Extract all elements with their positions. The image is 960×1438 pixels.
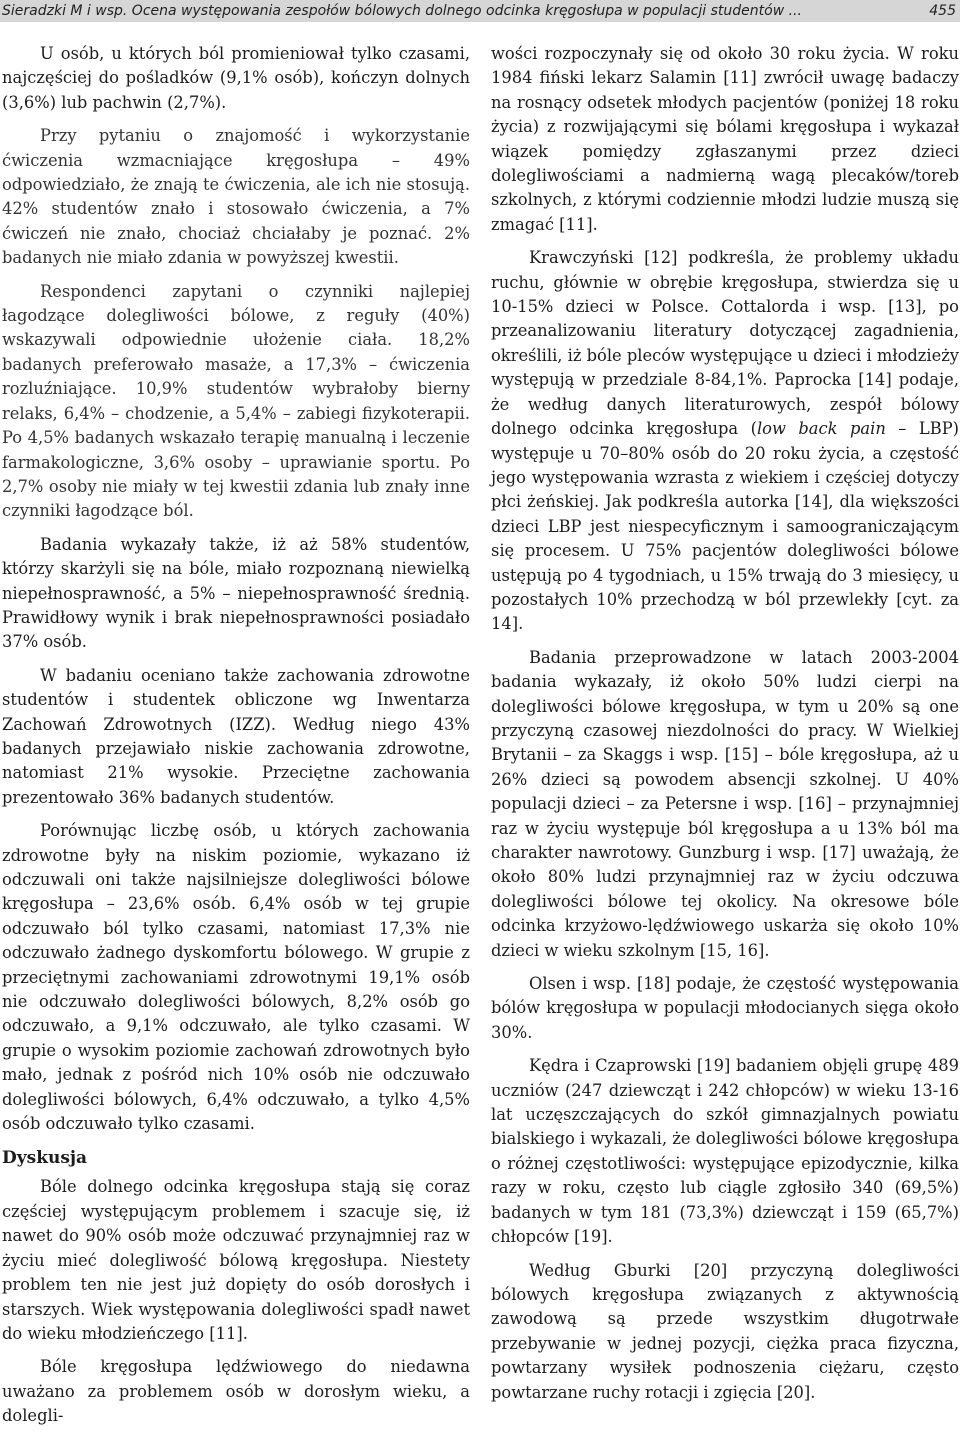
paragraph: wości rozpoczynały się od około 30 roku życia. W roku 1984 fiński lekarz Salamin [11] zwrócił uwagę badaczy na rosnący odsetek młodych pacjentów (poniżej 18 roku życia) z rozwijającymi się bólami kręgosłupa i wykazał wiązek pomiędzy zgłaszanymi przez dzieci dolegliwościami a nadmierną wagą plecaków/toreb szkolnych, z którymi codziennie młodzi ludzie muszą się zmagać [11].: [491, 44, 959, 234]
running-header: [0, 0, 960, 22]
paragraph: Olsen i wsp. [18] podaje, że częstość występowania bólów kręgosłupa w populacji młodocianych sięga około 30%.: [491, 974, 959, 1042]
paragraph: W badaniu oceniano także zachowania zdrowotne studentów i studentek obliczone wg Inwentarza Zachowań Zdrowotnych (IZZ). Według niego 43% badanych przejawiało niskie zachowania zdrowotne, natomiast 21% wysokie. Przeciętne zachowania prezentowało 36% badanych studentów.: [2, 665, 470, 807]
paragraph: Respondenci zapytani o czynniki najlepiej łagodzące dolegliwości bólowe, z reguły (40%) wskazywali odpowiednie ułożenie ciała. 18,2% badanych preferowało masaże, a 17,3% – ćwiczenia rozluźniające. 10,9% studentów wybrałoby bierny relaks, 6,4% – chodzenie, a 5,4% – zabiegi fizykoterapii. Po 4,5% badanych wskazało terapię manualną i leczenie farmakologiczne, 3,6% osoby – uprawianie sportu. Po 2,7% osoby nie miały w tej kwestii zdania lub znały inne czynniki łagodzące ból.: [2, 281, 470, 521]
paragraph: Badania wykazały także, iż aż 58% studentów, którzy skarżyli się na bóle, miało rozpoznaną niewielką niepełnosprawność, a 5% – niepełnosprawność średnią. Prawidłowy wynik i brak niepełnosprawności posiadało 37% osób.: [2, 534, 470, 652]
paragraph: Według Gburki [20] przyczyną dolegliwości bólowych kręgosłupa związanych z aktywnością zawodową są przede wszystkim długotrwałe przebywanie w jednej pozycji, ciężka praca fizyczna, powtarzany wysiłek podnoszenia ciężaru, często powtarzane ruchy rotacji i zgięcia [20].: [491, 1260, 959, 1402]
paragraph: Porównując liczbę osób, u których zachowania zdrowotne były na niskim poziomie, wykazano iż odczuwali oni także najsilniejsze dolegliwości bólowe kręgosłupa – 23,6% osób. 6,4% osób w tej grupie odczuwało ból tylko czasami, natomiast 17,3% nie odczuwało żadnego dyskomfortu bólowego. W grupie z przeciętnymi zachowaniami zdrowotnymi 19,1% osób nie odczuwało dolegliwości bólowych, 8,2% osób go odczuwało, a 9,1% odczuwało, ale tylko czasami. W grupie o wysokim poziomie zachowań zdrowotnych było mało, jednak z pośród nich 10% osób nie odczuwało dolegliwości bólowych, 6,4% odczuwało, a tylko 4,5% osób odczuwało tylko czasami.: [2, 821, 470, 1134]
running-title: Sieradzki M i wsp. Ocena występowania zespołów bólowych dolnego odcinka kręgosłupa w populacji studentów ...: [2, 3, 802, 19]
paragraph-text: – LBP) występuje u 70–80% osób do 20 roku życia, a częstość jego występowania wzrasta z wiekiem i częściej dotyczy płci żeńskiej. Jak podkreśla autorka [14], dla większości dzieci LBP jest niespecyficznym i samoograniczającym się procesem. U 75% pacjentów dolegliwości bólowe ustępują po 4 tygodniach, u 15% trwają do 3 miesięcy, u pozostałych 10% przechodzą w ból przewlekły [cyt. za 14].: [491, 419, 960, 634]
right-column: [491, 42, 959, 1414]
paragraph: Badania przeprowadzone w latach 2003-2004 badania wykazały, iż około 50% ludzi cierpi na dolegliwości bólowe kręgosłupa, w tym u 20% są one przyczyną czasowej niezdolności do pracy. W Wielkiej Brytanii – za Skaggs i wsp. [15] – bóle kręgosłupa, aż u 26% dzieci są powodem absencji szkolnej. U 40% populacji dzieci – za Petersne i wsp. [16] – przynajmniej raz w życiu występuje ból kręgosłupa a u 13% ból ma charakter nawrotowy. Gunzburg i wsp. [17] uważają, że około 80% ludzi przynajmniej raz w życiu odczuwa dolegliwości bólowe tej okolicy. Na okresowe bóle odcinka krzyżowo-lędźwiowego uskarża się około 10% dzieci w wieku szkolnym [15, 16].: [491, 647, 959, 960]
paragraph: Kędra i Czaprowski [19] badaniem objęli grupę 489 uczniów (247 dziewcząt i 242 chłopców) w wieku 13-16 lat uczęszczających do szkół gimnazjalnych powiatu bialskiego i wykazali, że dolegliwości bólowe kręgosłupa o różnej częstotliwości: występujące epizodycznie, kilka razy w roku, często lub ciągle zgłosiło 340 (69,5%) badanych w tym 181 (73,3%) dziewcząt i 159 (65,7%) chłopców [19].: [491, 1056, 959, 1247]
paragraph: Przy pytaniu o znajomość i wykorzystanie ćwiczenia wzmacniające kręgosłupa – 49% odpowiedziało, że znają te ćwiczenia, ale ich nie stosują. 42% studentów znało i stosowało ćwiczenia, a 7% ćwiczeń nie znało, chociaż chciałaby je poznać. 2% badanych nie miało zdania w powyższej kwestii.: [2, 126, 470, 268]
section-heading: Dyskusja: [2, 1148, 88, 1169]
page-number: 455: [929, 3, 956, 19]
paragraph: U osób, u których ból promieniował tylko czasami, najczęściej do pośladków (9,1% osób), kończyn dolnych (3,6%) lub pachwin (2,7%).: [2, 44, 470, 112]
paragraph: Bóle dolnego odcinka kręgosłupa stają się coraz częściej występującym problemem i szacuje się, iż nawet do 90% osób może odczuwać przynajmniej raz w życiu mieć dolegliwość bólową kręgosłupa. Niestety problem ten nie jest już dopięty do osób dorosłych i starszych. Wiek występowania dolegliwości spadł nawet do wieku młodzieńczego [11].: [2, 1177, 470, 1343]
paragraph: Bóle kręgosłupa lędźwiowego do niedawna uważano za problemem osób w dorosłym wieku, a dolegli-: [2, 1357, 470, 1426]
paragraph: [491, 246, 959, 637]
paragraph-text: Krawczyński [12] podkreśla, że problemy układu ruchu, głównie w obrębie kręgosłupa, stwierdza się u 10-15% dzieci w Polsce. Cottalorda i wsp. [13], po przeanalizowaniu literatury dotyczącej zagadnienia, określili, iż bóle pleców występujące u dzieci i młodzieży występują w przedziale 8-84,1%. Paprocka [14] podaje, że według danych literaturowych, zespół bólowy dolnego odcinka kręgosłupa (: [491, 248, 959, 439]
italic-term: low back pain: [756, 419, 886, 439]
left-column: [2, 42, 470, 1438]
